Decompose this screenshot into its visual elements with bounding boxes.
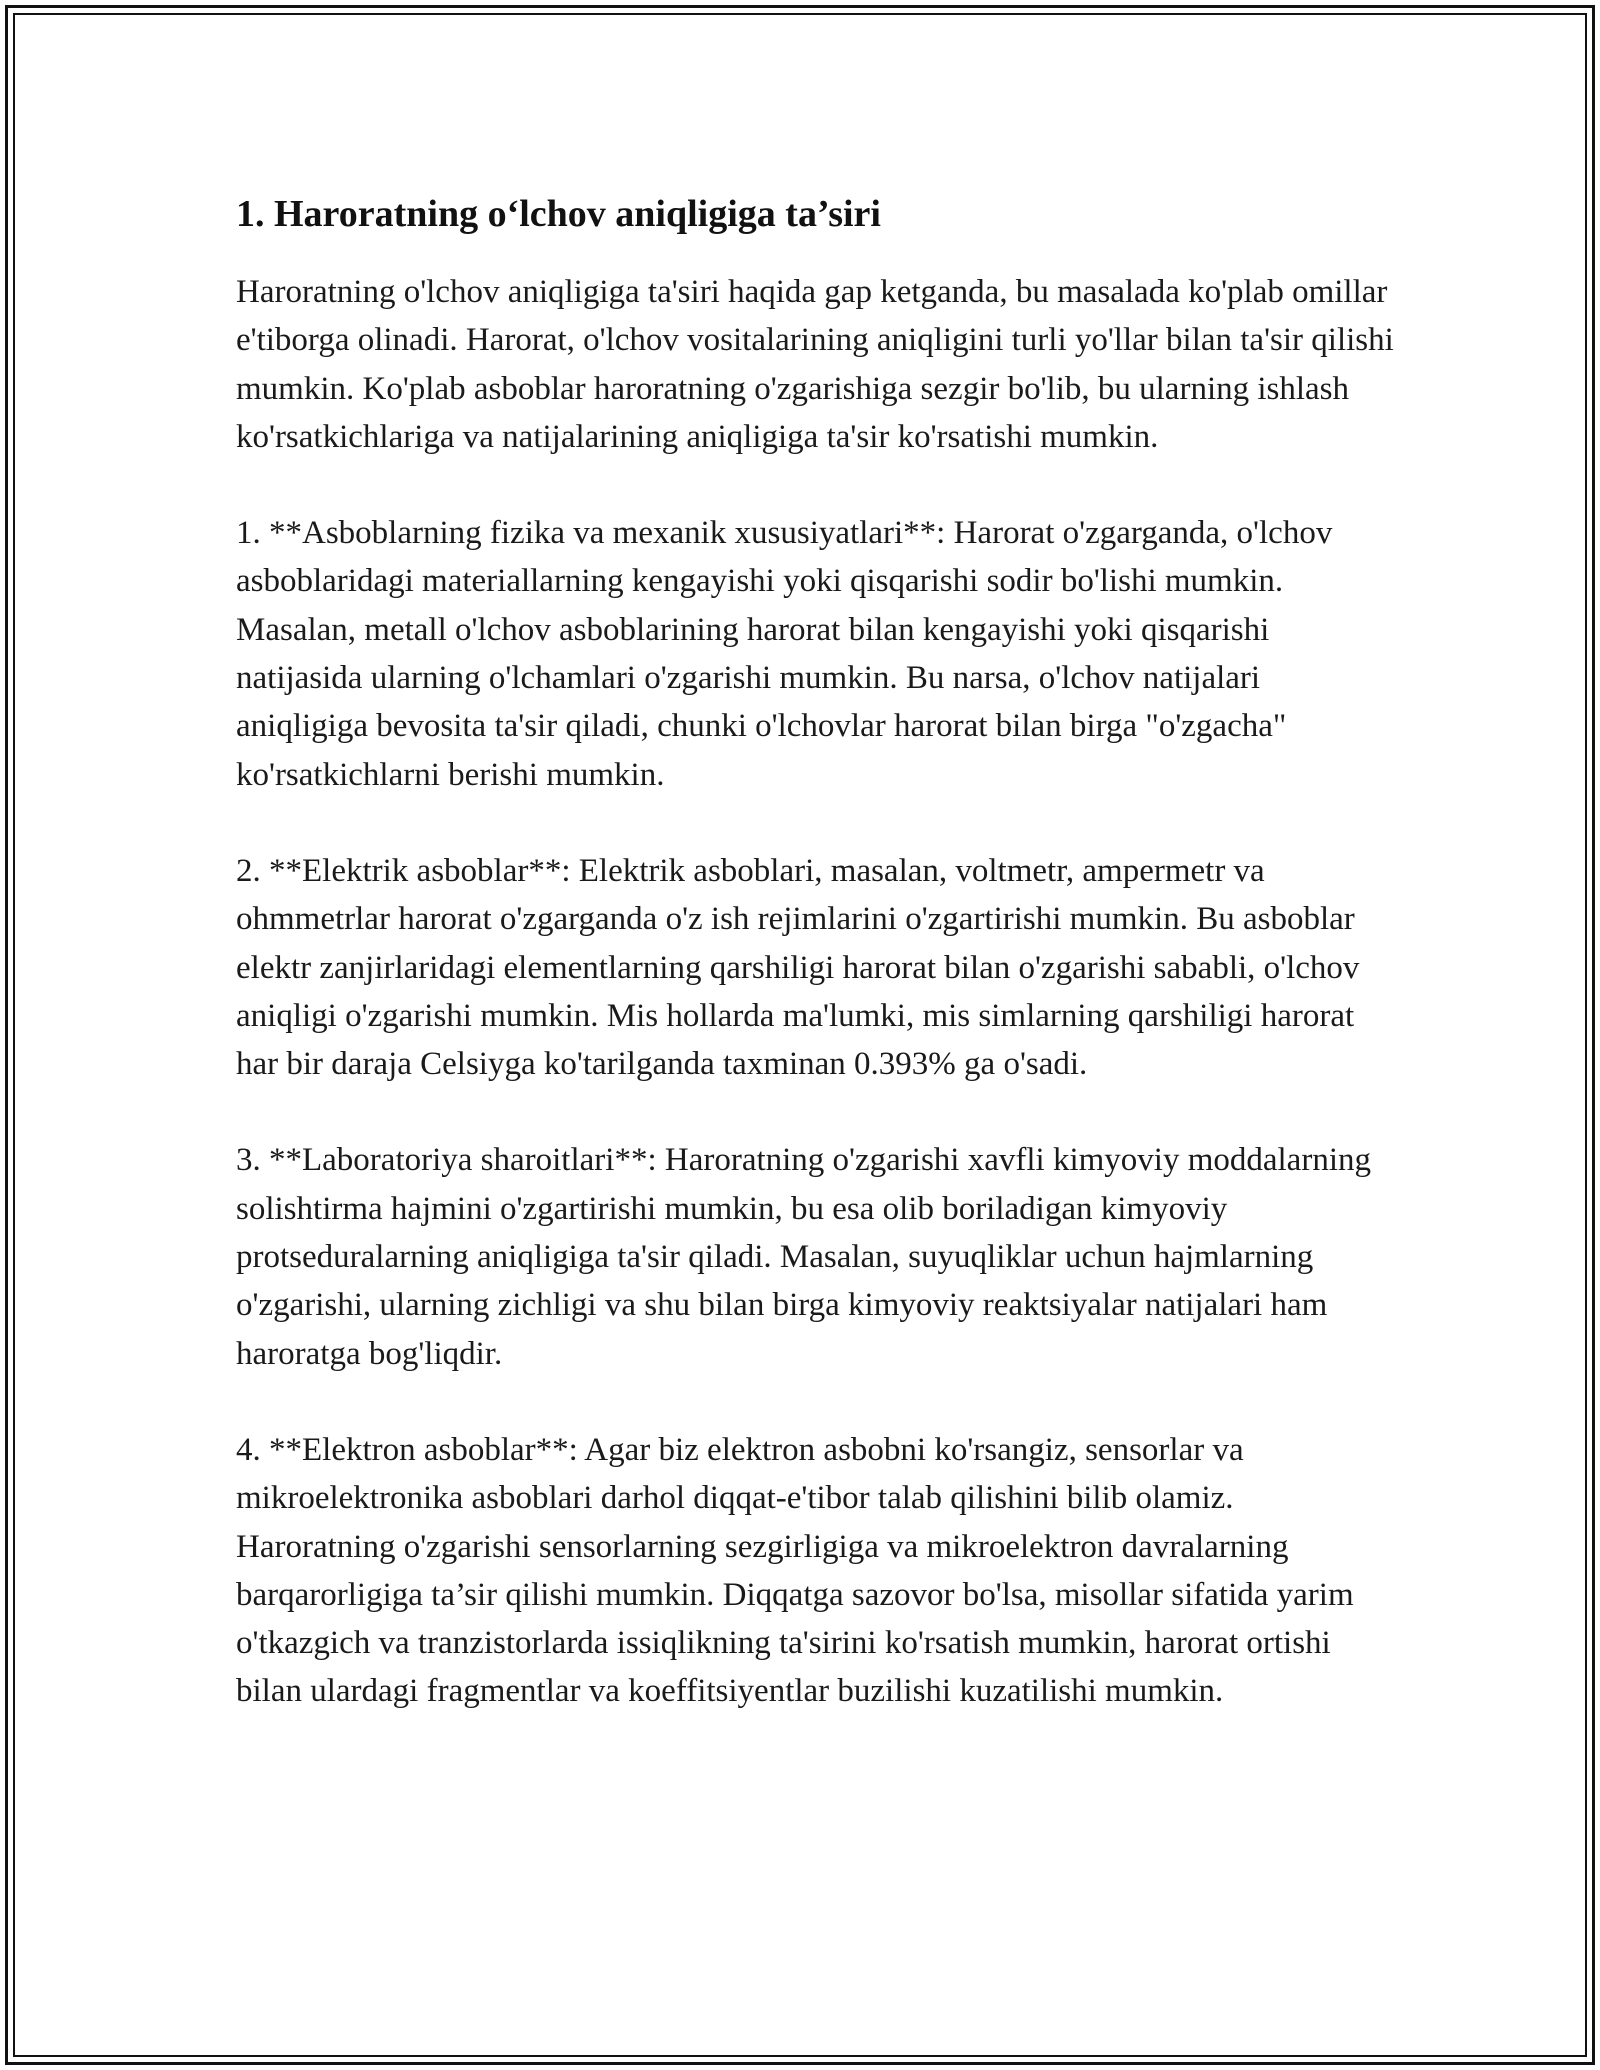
paragraph-mechanical-properties: 1. **Asboblarning fizika va mexanik xususiyatlari**: Harorat o'zgarganda, o'lchov asboblaridagi materiallarning kengayishi yoki qisqarishi sodir bo'lishi mumkin. Masalan, metall o'lchov asboblarining harorat bilan kengayishi yoki qisqarishi natijasida ularning o'lchamlari o'zgarishi mumkin. Bu narsa, o'lchov natijalari aniqligiga bevosita ta'sir qiladi, chunki o'lchovlar harorat bilan birga "o'zgacha" ko'rsatkichlarni berishi mumkin. — [236, 515, 1333, 793]
paragraph-laboratory-conditions: 3. **Laboratoriya sharoitlari**: Haroratning o'zgarishi xavfli kimyoviy moddalarning solishtirma hajmini o'zgartirishi mumkin, bu esa olib boriladigan kimyoviy protseduralarning aniqligiga ta'sir qiladi. Masalan, suyuqliklar uchun hajmlarning o'zgarishi, ularning zichligi va shu bilan birga kimyoviy reaktsiyalar natijalari ham haroratga bog'liqdir. — [236, 1142, 1371, 1372]
paragraph-electrical-instruments: 2. **Elektrik asboblar**: Elektrik asboblari, masalan, voltmetr, ampermetr va ohmmetrlar harorat o'zgarganda o'z ish rejimlarini o'zgartirishi mumkin. Bu asboblar elektr zanjirlaridagi elementlarning qarshiligi harorat bilan o'zgarishi sababli, o'lchov aniqligi o'zgarishi mumkin. Mis hollarda ma'lumki, mis simlarning qarshiligi harorat har bir daraja Celsiyga ko'tarilganda taxminan 0.393% ga o'sadi. — [236, 852, 1360, 1083]
intro-paragraph: Haroratning o'lchov aniqligiga ta'siri haqida gap ketganda, bu masalada ko'plab omillar e'tiborga olinadi. Harorat, o'lchov vositalarining aniqligini turli yo'llar bilan ta'sir qilishi mumkin. Ko'plab asboblar haroratning o'zgarishiga sezgir bo'lib, bu ularning ishlash ko'rsatkichlariga va natijalarining aniqligiga ta'sir ko'rsatishi mumkin. — [236, 274, 1394, 455]
document-body — [236, 186, 1396, 1764]
section-title: 1. Haroratning o‘lchov aniqligiga ta’siri — [236, 193, 881, 235]
paragraph-electronic-instruments: 4. **Elektron asboblar**: Agar biz elektron asbobni ko'rsangiz, sensorlar va mikroelektronika asboblari darhol diqqat-e'tibor talab qilishini bilib olamiz. Haroratning o'zgarishi sensorlarning sezgirligiga va mikroelektron davralarning barqarorligiga ta’sir qilishi mumkin. Diqqatga sazovor bo'lsa, misollar sifatida yarim o'tkazgich va tranzistorlarda issiqlikning ta'sirini ko'rsatish mumkin, harorat ortishi bilan ulardagi fragmentlar va koeffitsiyentlar buzilishi kuzatilishi mumkin. — [236, 1431, 1354, 1710]
